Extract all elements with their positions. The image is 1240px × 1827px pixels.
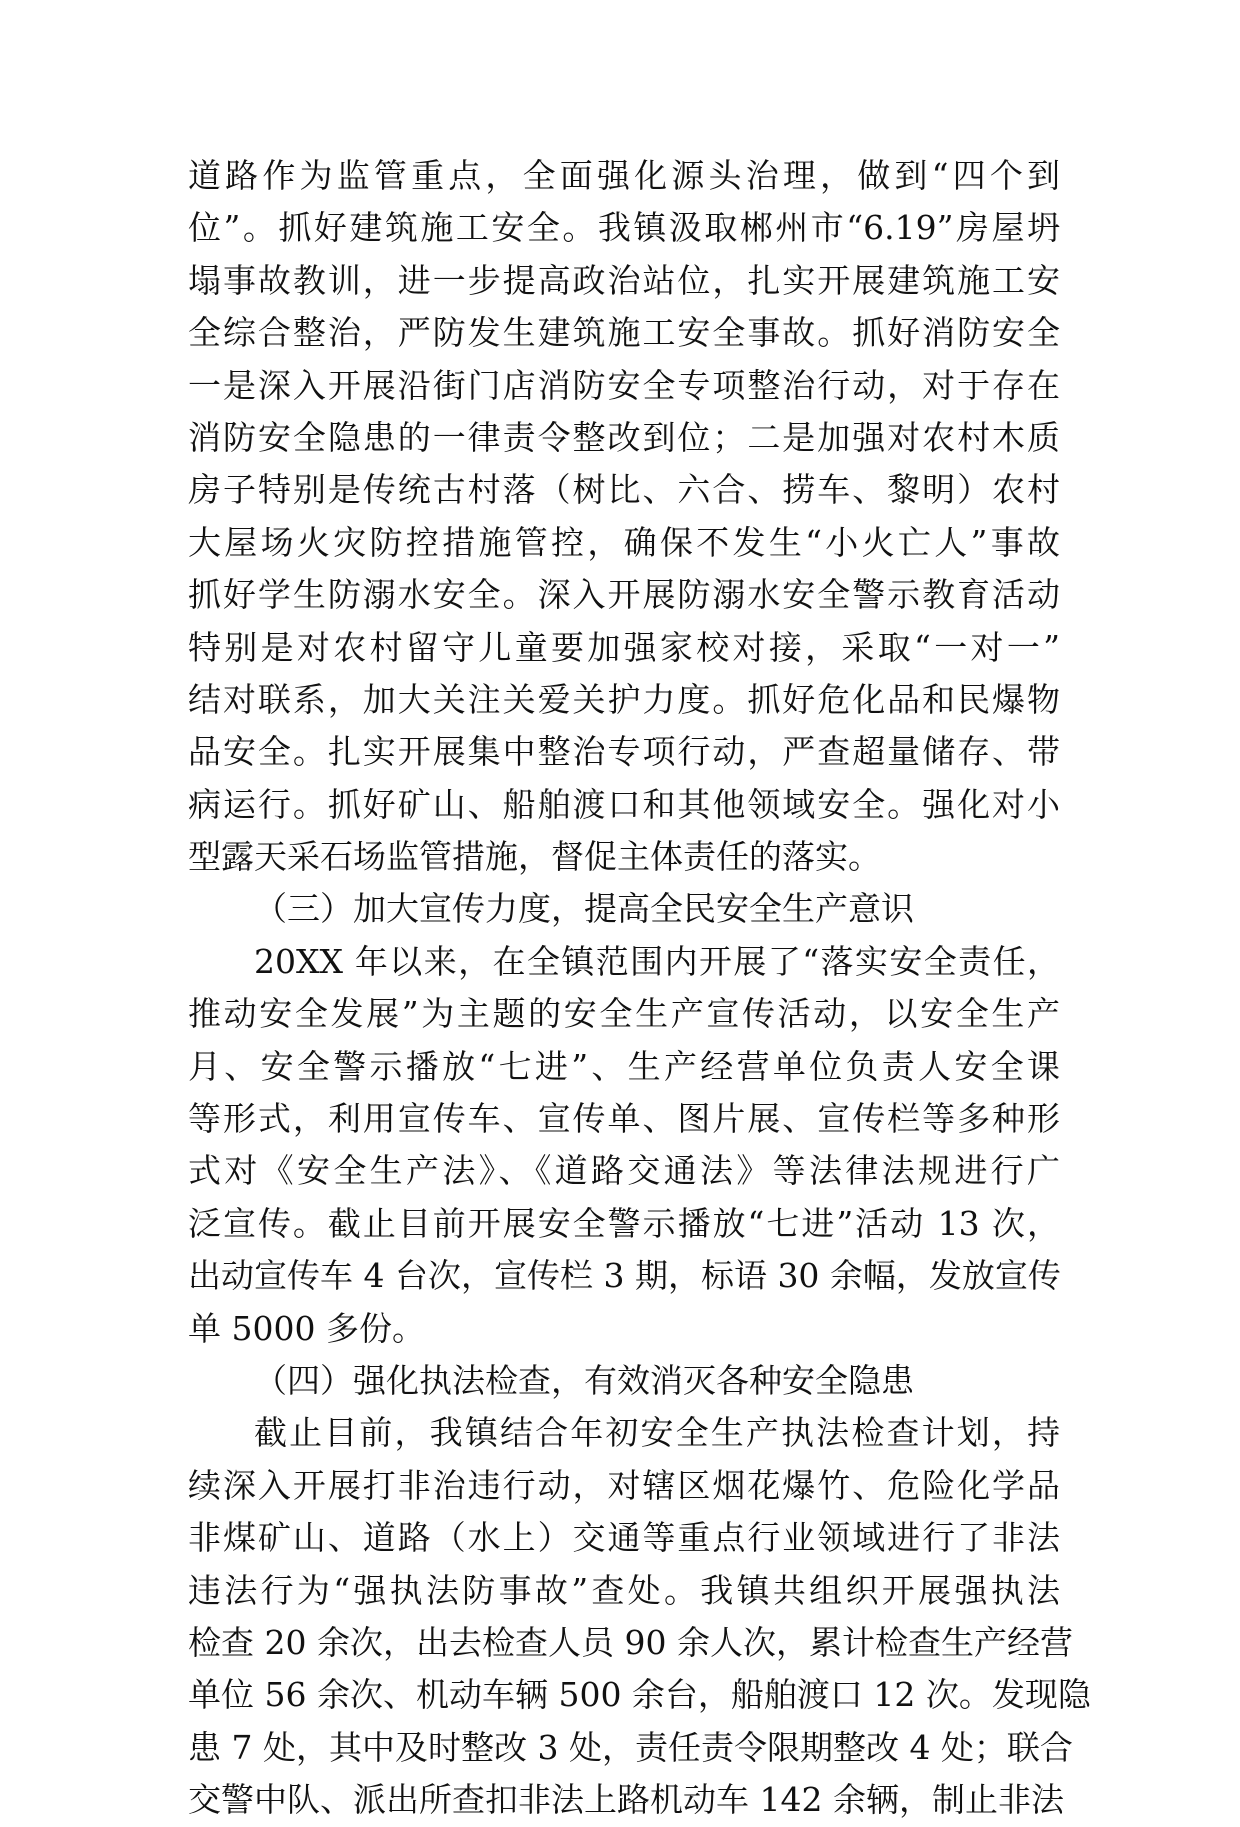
text-line: 截止目前，我镇结合年初安全生产执法检查计划，持 [254,1413,1060,1453]
heading-text: （四）强化执法检查，有效消灭各种安全隐患 [254,1360,914,1400]
text-line: 结对联系，加大关注关爱关护力度。抓好危化品和民爆物 [188,679,1060,719]
text-line: 非煤矿山、道路（水上）交通等重点行业领域进行了非法 [188,1518,1060,1558]
text-line: 型露天采石场监管措施，督促主体责任的落实。 [188,837,881,877]
text-line: 续深入开展打非治违行动，对辖区烟花爆竹、危险化学品 [188,1465,1060,1505]
text-line: 20XX 年以来，在全镇范围内开展了“落实安全责任， [254,941,1060,981]
text-line: 患 7 处，其中及时整改 3 处，责任责令限期整改 4 处；联合 [188,1727,1073,1767]
text-line: 一是深入开展沿街门店消防安全专项整治行动，对于存在 [188,365,1060,405]
document-page [188,150,1091,1827]
text-line: 抓好学生防溺水安全。深入开展防溺水安全警示教育活动 [188,575,1060,615]
section-heading [188,1355,1060,1407]
paragraph [188,150,1060,883]
paragraph [188,936,1060,1355]
text-line: 道路作为监管重点，全面强化源头治理，做到“四个到 [188,156,1060,195]
text-line: 检查 20 余次，出去检查人员 90 余人次，累计检查生产经营 [188,1622,1073,1662]
text-line: 全综合整治，严防发生建筑施工安全事故。抓好消防安全 [188,313,1060,353]
text-line: 房子特别是传统古村落（树比、六合、捞车、黎明）农村 [188,470,1060,510]
paragraph [188,1407,1091,1826]
text-line: 位”。抓好建筑施工安全。我镇汲取郴州市“6.19”房屋坍 [188,208,1060,248]
text-line: 推动安全发展”为主题的安全生产宣传活动，以安全生产 [188,994,1060,1034]
text-line: 月、安全警示播放“七进”、生产经营单位负责人安全课 [188,1046,1060,1086]
text-line: 式对《安全生产法》、《道路交通法》等法律法规进行广 [188,1151,1060,1191]
text-line: 泛宣传。截止目前开展安全警示播放“七进”活动 13 次， [188,1203,1060,1243]
text-line: 等形式，利用宣传车、宣传单、图片展、宣传栏等多种形 [188,1099,1060,1139]
text-line: 塌事故教训，进一步提高政治站位，扎实开展建筑施工安 [188,260,1060,300]
text-line: 单位 56 余次、机动车辆 500 余台，船舶渡口 12 次。发现隐 [188,1675,1091,1715]
section-heading [188,883,1060,935]
text-line: 交警中队、派出所查扣非法上路机动车 142 余辆，制止非法 [188,1780,1064,1820]
text-line: 大屋场火灾防控措施管控，确保不发生“小火亡人”事故 [188,522,1060,562]
text-line: 特别是对农村留守儿童要加强家校对接，采取“一对一” [188,627,1060,667]
text-line: 病运行。抓好矿山、船舶渡口和其他领域安全。强化对小 [188,784,1060,824]
text-line: 出动宣传车 4 台次，宣传栏 3 期，标语 30 余幅，发放宣传 [188,1256,1061,1296]
text-line: 品安全。扎实开展集中整治专项行动，严查超量储存、带 [188,732,1060,772]
text-line: 消防安全隐患的一律责令整改到位；二是加强对农村木质 [188,417,1060,457]
heading-text: （三）加大宣传力度，提高全民安全生产意识 [254,889,914,929]
text-line: 单 5000 多份。 [188,1308,425,1348]
text-line: 违法行为“强执法防事故”查处。我镇共组织开展强执法 [188,1570,1060,1610]
